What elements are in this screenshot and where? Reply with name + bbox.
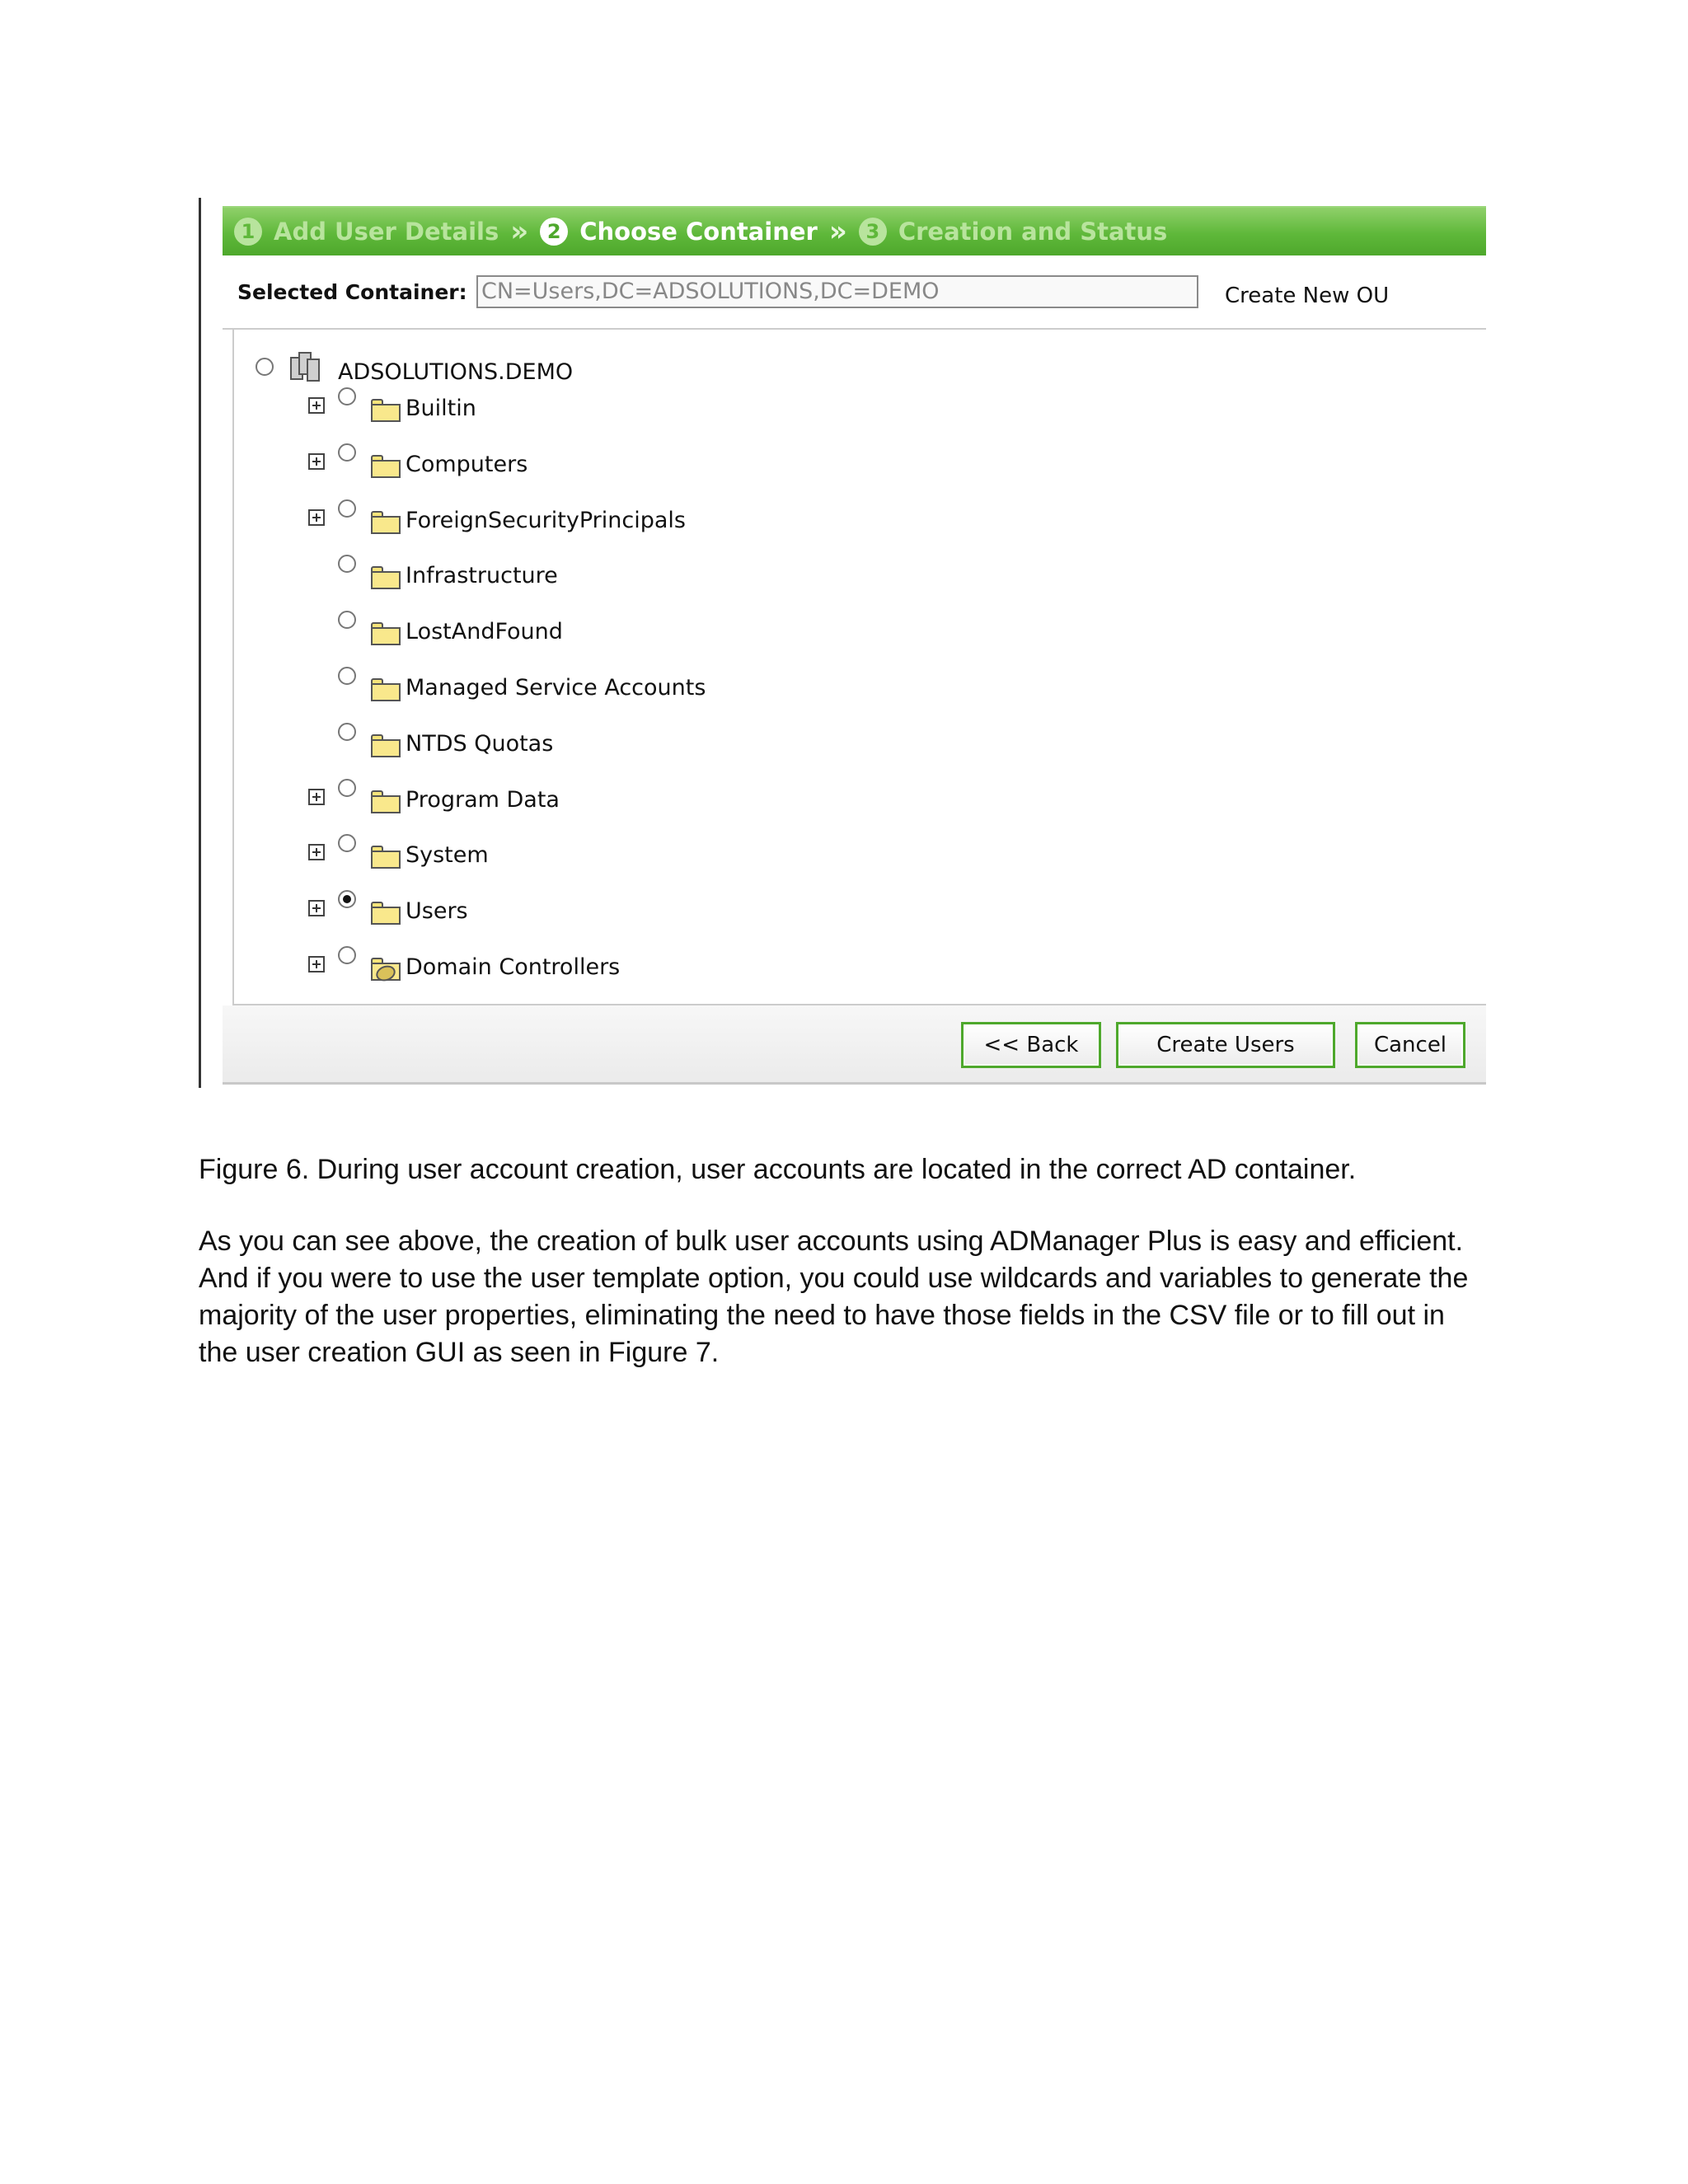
folder-icon — [371, 399, 401, 422]
radio-button[interactable] — [338, 723, 356, 741]
paragraph-line: And if you were to use the user template option, you could use wildcards and variables to generate the — [199, 1263, 1469, 1294]
domain-icon — [288, 350, 323, 383]
wizard-step-label: Add User Details — [274, 218, 499, 246]
folder-icon — [371, 622, 401, 645]
paragraph-line: the user creation GUI as seen in Figure 7. — [199, 1337, 720, 1368]
selected-container-field[interactable]: CN=Users,DC=ADSOLUTIONS,DC=DEMO — [476, 275, 1198, 308]
tree-item-label: Computers — [406, 451, 528, 477]
tree-item-label: Infrastructure — [406, 562, 558, 588]
radio-button[interactable] — [338, 443, 356, 462]
radio-button[interactable] — [338, 834, 356, 852]
create-new-ou-link[interactable]: Create New OU — [1225, 284, 1390, 308]
radio-button[interactable] — [338, 667, 356, 685]
tree-root-label: ADSOLUTIONS.DEMO — [338, 359, 574, 385]
radio-button[interactable] — [338, 890, 356, 908]
tree-item-label: Program Data — [406, 786, 560, 813]
ou-folder-icon — [371, 958, 401, 981]
folder-icon — [371, 734, 401, 757]
step-separator-icon: » — [828, 215, 847, 248]
wizard-step-2[interactable] — [540, 218, 818, 246]
tree-item[interactable] — [338, 443, 528, 478]
step-number-icon: 3 — [859, 218, 887, 246]
folder-icon — [371, 455, 401, 478]
expand-icon[interactable] — [308, 453, 325, 470]
tree-root-domain[interactable] — [256, 348, 573, 385]
paragraph-line: majority of the user properties, eliminating the need to have those fields in the CSV file or to fill out in — [199, 1300, 1445, 1331]
figure-caption: Figure 6. During user account creation, user accounts are located in the correct AD container. — [199, 1154, 1357, 1185]
tree-item-label: Builtin — [406, 395, 476, 421]
tree-item-label: System — [406, 841, 489, 868]
figure-left-rule — [199, 198, 201, 1088]
step-separator-icon: » — [510, 215, 529, 248]
expand-icon[interactable] — [308, 844, 325, 860]
container-tree — [232, 330, 1486, 1005]
admanager-screenshot — [223, 206, 1486, 1086]
tree-item[interactable] — [338, 779, 560, 813]
tree-item[interactable] — [338, 834, 489, 869]
folder-icon — [371, 902, 401, 925]
tree-item[interactable] — [338, 723, 553, 757]
tree-item-label: Domain Controllers — [406, 954, 621, 980]
radio-button[interactable] — [256, 358, 274, 376]
wizard-step-1[interactable] — [234, 218, 499, 246]
tree-item-label: LostAndFound — [406, 618, 563, 644]
radio-button[interactable] — [338, 779, 356, 797]
tree-item[interactable] — [338, 890, 468, 925]
expand-icon[interactable] — [308, 509, 325, 526]
create-users-button[interactable]: Create Users — [1116, 1022, 1335, 1068]
expand-icon[interactable] — [308, 900, 325, 916]
selected-container-label: Selected Container: — [237, 280, 467, 304]
folder-icon — [371, 790, 401, 813]
tree-item[interactable] — [338, 387, 476, 422]
wizard-footer — [223, 1005, 1486, 1085]
tree-item-label: ForeignSecurityPrincipals — [406, 507, 686, 533]
tree-item-label: NTDS Quotas — [406, 730, 554, 757]
tree-item[interactable] — [338, 667, 706, 701]
radio-button[interactable] — [338, 611, 356, 629]
wizard-step-3[interactable] — [859, 218, 1167, 246]
back-button[interactable]: << Back — [961, 1022, 1101, 1068]
paragraph-line: As you can see above, the creation of bulk user accounts using ADManager Plus is easy and efficient. — [199, 1226, 1464, 1257]
step-number-icon: 1 — [234, 218, 262, 246]
folder-icon — [371, 511, 401, 534]
wizard-steps-bar — [223, 206, 1486, 255]
radio-button[interactable] — [338, 946, 356, 964]
body-paragraph — [199, 1223, 1517, 1371]
expand-icon[interactable] — [308, 397, 325, 414]
tree-item[interactable] — [338, 946, 620, 981]
step-number-icon: 2 — [540, 218, 568, 246]
expand-icon[interactable] — [308, 789, 325, 805]
folder-icon — [371, 678, 401, 701]
wizard-step-label: Creation and Status — [898, 218, 1168, 246]
wizard-step-label: Choose Container — [579, 218, 818, 246]
radio-button[interactable] — [338, 555, 356, 573]
radio-button[interactable] — [338, 499, 356, 518]
folder-icon — [371, 846, 401, 869]
folder-icon — [371, 566, 401, 589]
tree-item[interactable] — [338, 555, 558, 589]
tree-item-label: Managed Service Accounts — [406, 674, 706, 701]
expand-icon[interactable] — [308, 956, 325, 972]
cancel-button[interactable]: Cancel — [1355, 1022, 1465, 1068]
radio-button[interactable] — [338, 387, 356, 405]
tree-item[interactable] — [338, 611, 563, 645]
tree-item-label: Users — [406, 898, 468, 924]
tree-item[interactable] — [338, 499, 686, 534]
